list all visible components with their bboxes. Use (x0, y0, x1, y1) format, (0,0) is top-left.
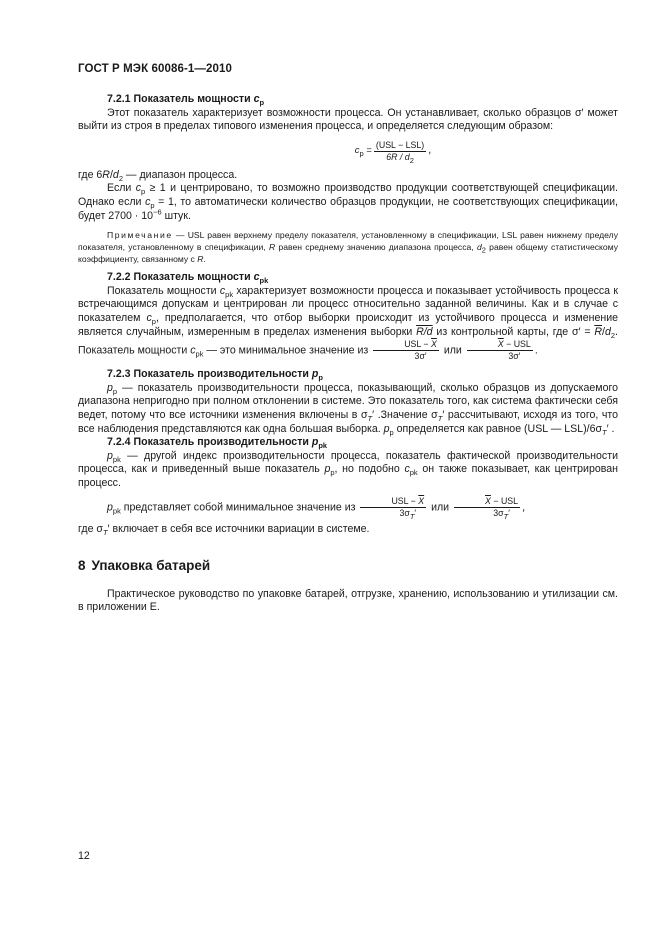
ppk-fraction-upper: $\frac{USL - \overline{X}}{3\sigma_T'}$ (360, 496, 426, 519)
ppk-min-paragraph: $p_{pk}$ представляет собой минимальное значение из $\frac{USL - \overline{X}}{3\sigma_T'}$ или $\frac{\overline{X} - USL}{3\sigma_T'}$ , (107, 496, 526, 522)
section-7-2-3-title: 7.2.3 Показатель производительности $p_p$ (107, 368, 323, 383)
section-7-2-4-paragraph: $p_{pk}$ — другой индекс производительности процесса, показатель фактической производительности процесса, как и приведенный выше показатель $p_p$, но подобно $c_{pk}$ он также показывает, как центрирован процесс. (78, 449, 619, 489)
cp-fraction: $\frac{\text{(USL − LSL)}}{6R / d_2}$ (375, 139, 425, 165)
section-7-2-1-title: 7.2.1 Показатель мощности $c_p$ (107, 93, 265, 108)
cpk-fraction-lower: $\frac{\overline{X} - USL}{3\sigma'}$ (467, 339, 533, 362)
section-7-2-3-paragraph: $p_p$ — показатель производительности процесса, показывающий, сколько образцов из допускаемого диапазона непригодно при полном отклонении в системе. Это показатель того, как система фактически себя ведет, потому что все источники изменения включены в $\sigma_T'$ .Значение $\sigma_T'$ рассчитывают, исходя из того, что все наблюдения представляются как одна большая выборка. $p_p$ определяется как равное (USL — $LSL)/6\sigma_T'$ . (78, 381, 618, 437)
section-7-2-2-paragraph: Показатель мощности $c_{pk}$ характеризует возможности процесса и показывает устойчивость процесса к встречающимся допускам и центрирован ли процесс относительно заданной величины. Как и в случае с показателем $c_p$, предполагается, что отбор выборки происходит из устойчивого процесса и изменение является случайным, измеренным в пределах изменения выборки R/d из контрольной карты, где $\sigma' = \overline{R}/d_2$. Показатель мощности $c_{pk}$ — это минимальное значение из $\frac{USL - \overline{X}}{3\sigma'}$ или $\frac{\overline{X} - USL}{3\sigma'}$ . (78, 284, 619, 362)
note-paragraph: Примечание — USL равен верхнему пределу показателя, установленному в спецификации, LSL равен нижнему пределу показателя, установленному в спецификации, R равен среднему значению диапазона процесса, $d_2$ равен общему статистическому коэффициенту, связанному с R. (78, 230, 618, 265)
section-7-2-4-title: 7.2.4 Показатель производительности $p_{pk}$ (107, 436, 328, 451)
standard-header: ГОСТ Р МЭК 60086-1—2010 (78, 63, 232, 75)
ppk-fraction-lower: $\frac{\overline{X} - USL}{3\sigma_T'}$ (454, 496, 520, 519)
section-7-2-2-title: 7.2.2 Показатель мощности $c_{pk}$ (107, 271, 269, 286)
cpk-fraction-upper: $\frac{USL - \overline{X}}{3\sigma'}$ (373, 339, 439, 362)
section-8-paragraph: Практическое руководство по упаковке батарей, отгрузке, хранению, использованию и утилизации см. в приложении Е. (78, 587, 618, 614)
sigma-definition: где $\sigma_T'$ включает в себя все источники вариации в системе. (78, 523, 370, 538)
section-8-heading: 8 Упаковка батарей (78, 558, 211, 574)
page-content (78, 93, 618, 615)
cp-condition-paragraph: Если $c_p \ge 1$ и центрировано, то возможно производство продукции соответствующей спецификации. Однако если $c_p = 1$, то автоматически количество образцов продукции, не соответствующих спецификации, будет $2700 \cdot 10^{-6}$ штук. (78, 182, 618, 222)
cp-formula: $c_p$ = $\frac{\text{(USL − LSL)}}{6R / d_2}$ , (354, 139, 432, 165)
section-7-2-1-paragraph: Этот показатель характеризует возможности процесса. Он устанавливает, сколько образцов σ′ может выйти из строя в пределах типового изменения процесса, и определяется следующим образом: (78, 106, 618, 133)
range-definition: где $6R/d_2$ — диапазон процесса. (78, 168, 238, 183)
page-number: 12 (78, 850, 90, 862)
